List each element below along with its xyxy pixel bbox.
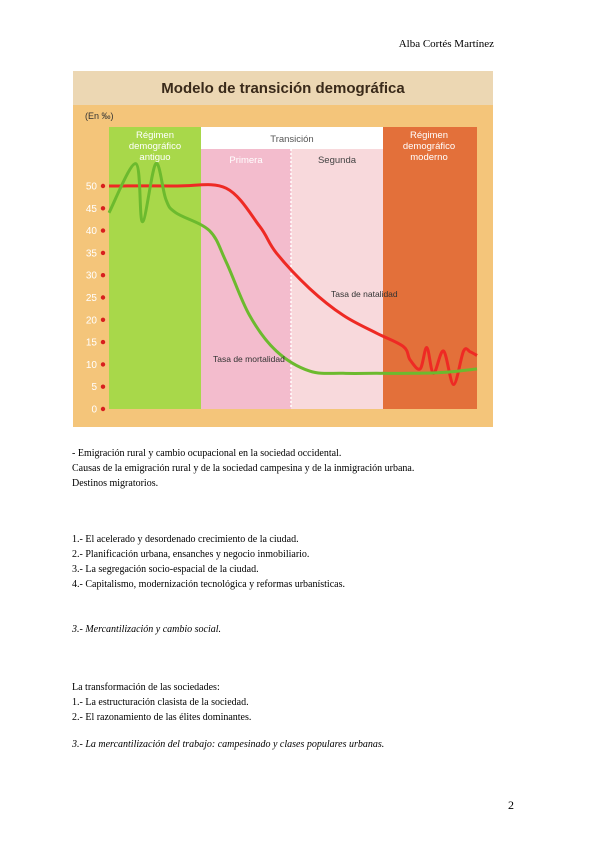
transformation-paragraph bbox=[72, 680, 251, 725]
natalidad-series-label: Tasa de natalidad bbox=[331, 289, 398, 299]
phase-segunda-label: Segunda bbox=[317, 155, 357, 166]
y-tick-label: 30 bbox=[85, 270, 97, 282]
transform-line: 2.- El razonamiento de las élites dominantes. bbox=[72, 712, 252, 723]
y-tick-dot bbox=[101, 228, 105, 232]
y-tick-label: 20 bbox=[85, 315, 97, 327]
phase-antiguo-label-1: Régimen bbox=[135, 130, 175, 141]
y-tick-dot bbox=[101, 206, 105, 210]
y-tick-dot bbox=[101, 407, 105, 411]
section-3-heading: 3.- Mercantilización y cambio social. bbox=[72, 624, 222, 635]
y-tick-dot bbox=[101, 273, 105, 277]
phase-primera-label: Primera bbox=[229, 155, 263, 166]
phase-antiguo-label-2: demográfico bbox=[128, 141, 182, 152]
intro-paragraph bbox=[72, 446, 414, 491]
list-item: 1.- El acelerado y desordenado crecimiento de la ciudad. bbox=[72, 534, 299, 545]
mortalidad-series-label: Tasa de mortalidad bbox=[213, 354, 285, 364]
y-tick-label: 5 bbox=[91, 382, 97, 394]
y-tick-label: 45 bbox=[85, 203, 97, 215]
y-tick-label: 10 bbox=[85, 359, 97, 371]
demographic-transition-figure bbox=[73, 71, 493, 427]
y-tick-label: 50 bbox=[85, 181, 97, 193]
list-item: 2.- Planificación urbana, ensanches y negocio inmobiliario. bbox=[72, 549, 310, 560]
phase-antiguo-label-3: antiguo bbox=[139, 152, 171, 163]
phase-moderno-label-1: Régimen bbox=[409, 130, 449, 141]
author-name: Alba Cortés Martínez bbox=[398, 38, 494, 50]
list-item: 3.- La segregación socio-espacial de la ciudad. bbox=[72, 564, 259, 575]
list-item: 4.- Capitalismo, modernización tecnológica y reformas urbanísticas. bbox=[72, 579, 345, 590]
y-tick-dot bbox=[101, 385, 105, 389]
y-tick-label: 0 bbox=[91, 404, 97, 416]
y-tick-dot bbox=[101, 184, 105, 188]
topic-list bbox=[72, 532, 345, 592]
section-3-subheading: 3.- La mercantilización del trabajo: campesinado y clases populares urbanas. bbox=[72, 739, 385, 750]
phase-moderno-label-2: demográfico bbox=[402, 141, 456, 152]
y-tick-dot bbox=[101, 318, 105, 322]
y-tick-dot bbox=[101, 362, 105, 366]
phase-moderno-label-3: moderno bbox=[410, 152, 448, 163]
y-tick-dot bbox=[101, 251, 105, 255]
y-tick-dot bbox=[101, 340, 105, 344]
y-tick-label: 15 bbox=[85, 337, 97, 349]
y-tick-label: 35 bbox=[85, 248, 97, 260]
page-number: 2 bbox=[508, 798, 514, 812]
transform-line: 1.- La estructuración clasista de la sociedad. bbox=[72, 697, 249, 708]
y-tick-dot bbox=[101, 295, 105, 299]
intro-line: Causas de la emigración rural y de la sociedad campesina y de la inmigración urbana. bbox=[72, 463, 415, 474]
transform-line: La transformación de las sociedades: bbox=[72, 682, 220, 693]
intro-line: Destinos migratorios. bbox=[72, 478, 159, 489]
phase-primera-band bbox=[201, 149, 291, 409]
unit-label: (En ‰) bbox=[85, 111, 114, 121]
y-tick-label: 40 bbox=[85, 226, 97, 238]
figure-title: Modelo de transición demográfica bbox=[161, 80, 405, 97]
intro-line: - Emigración rural y cambio ocupacional en la sociedad occidental. bbox=[72, 448, 342, 459]
y-tick-label: 25 bbox=[85, 293, 97, 304]
phase-transicion-label: Transición bbox=[270, 134, 314, 145]
